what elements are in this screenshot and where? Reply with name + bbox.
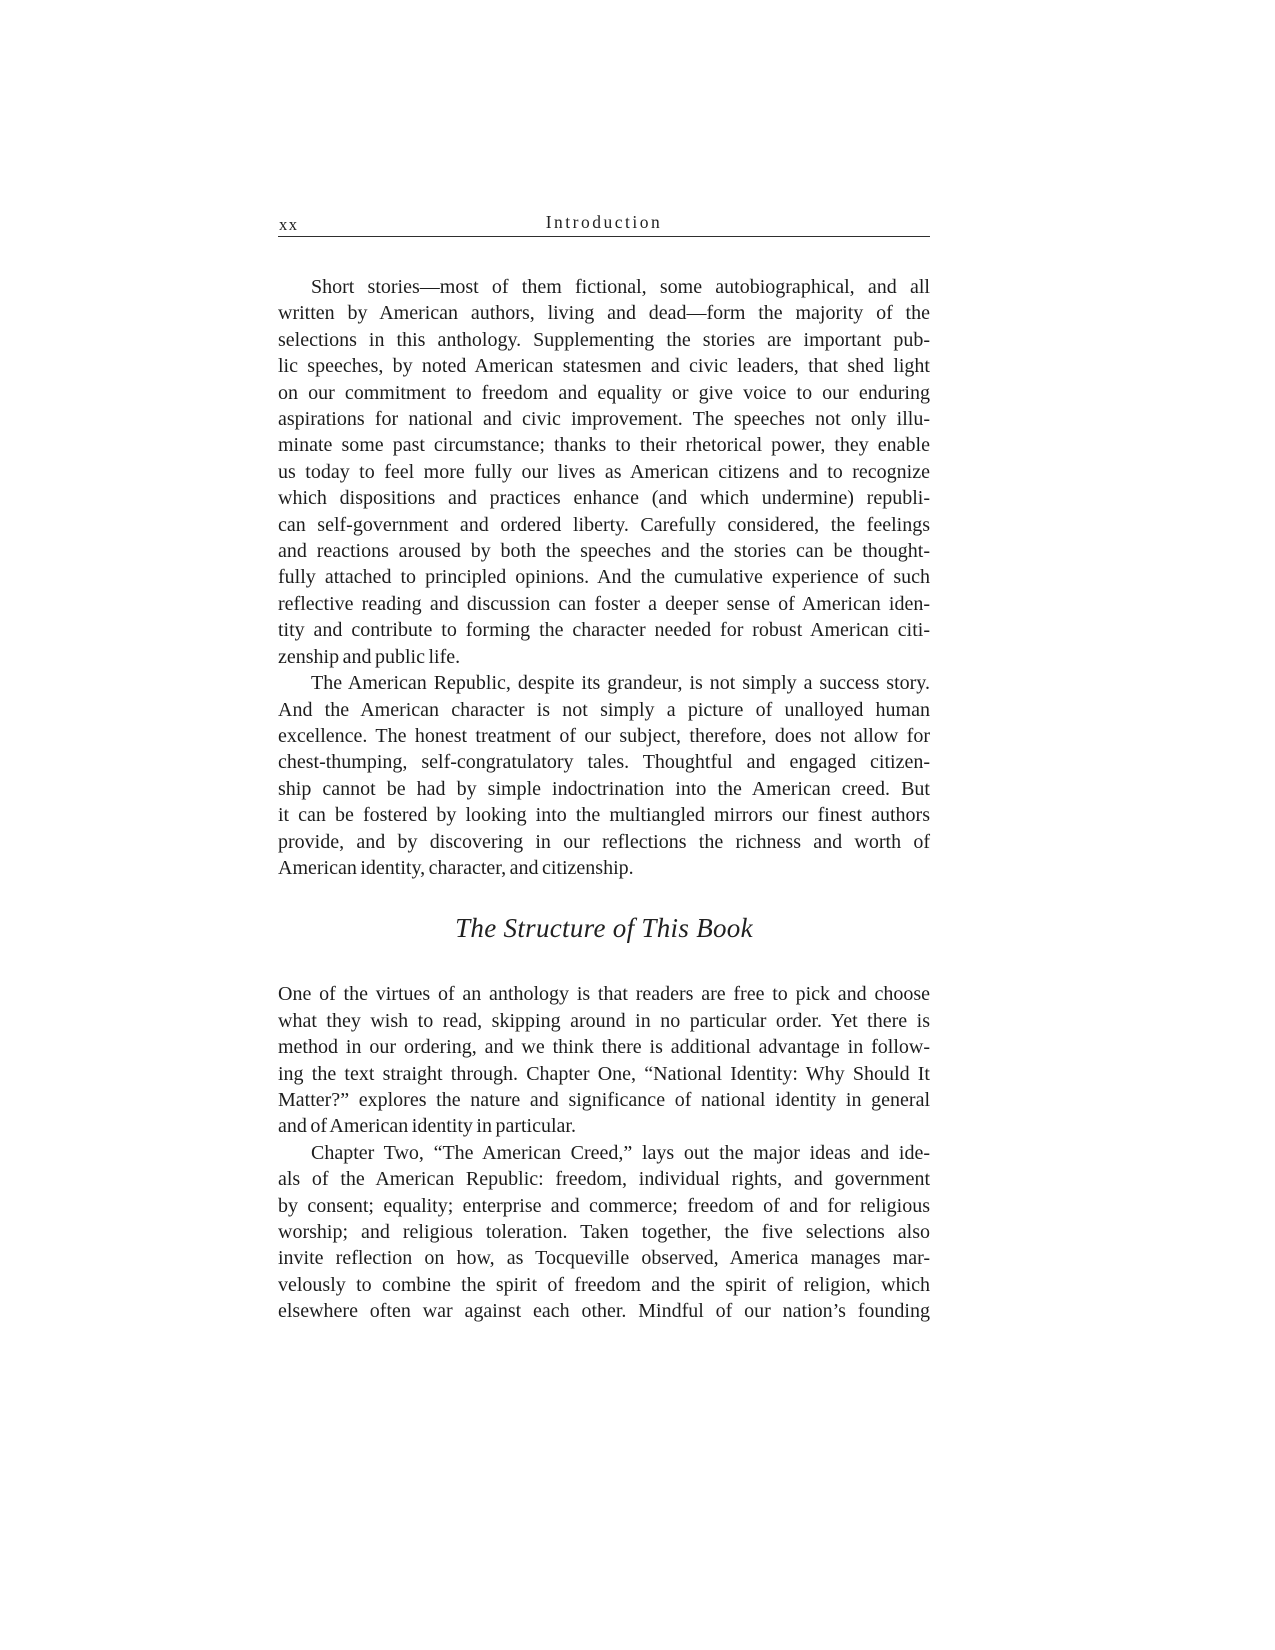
text-line: aspirations for national and civic improvement. The speeches not only illu- <box>278 408 930 431</box>
text-line: on our commitment to freedom and equality or give voice to our enduring <box>278 381 930 404</box>
text-line: provide, and by discovering in our reflections the richness and worth of <box>278 830 930 853</box>
text-line: reflective reading and discussion can foster a deeper sense of American iden- <box>278 592 930 615</box>
text-line: The American Republic, despite its grandeur, is not simply a success story. <box>311 672 930 695</box>
section-heading: The Structure of This Book <box>455 913 753 944</box>
text-line: zenship and public life. <box>278 645 461 668</box>
text-line: American identity, character, and citizenship. <box>278 856 634 879</box>
text-line: lic speeches, by noted American statesmen and civic leaders, that shed light <box>278 355 930 378</box>
paragraph <box>278 1140 930 1325</box>
text-column <box>278 0 930 1325</box>
text-line: invite reflection on how, as Tocqueville observed, America manages mar- <box>278 1247 930 1270</box>
paragraph <box>278 670 930 881</box>
running-title: Introduction <box>545 212 663 232</box>
page-number: xx <box>279 215 299 234</box>
text-line: chest-thumping, self-congratulatory tales. Thoughtful and engaged citizen- <box>278 751 930 774</box>
text-line: by consent; equality; enterprise and commerce; freedom of and for religious <box>278 1194 930 1217</box>
text-line: and reactions aroused by both the speeches and the stories can be thought- <box>278 540 930 563</box>
text-line: ship cannot be had by simple indoctrination into the American creed. But <box>278 777 930 800</box>
text-line: Chapter Two, “The American Creed,” lays out the major ideas and ide- <box>311 1141 930 1164</box>
text-line: fully attached to principled opinions. And the cumulative experience of such <box>278 566 930 589</box>
text-line: elsewhere often war against each other. Mindful of our nation’s founding <box>278 1300 930 1323</box>
text-line: us today to feel more fully our lives as American citizens and to recognize <box>278 460 930 483</box>
text-line: velously to combine the spirit of freedom and the spirit of religion, which <box>278 1273 930 1296</box>
text-line: what they wish to read, skipping around in no particular order. Yet there is <box>278 1009 930 1032</box>
text-line: als of the American Republic: freedom, individual rights, and government <box>278 1168 930 1191</box>
text-line: and of American identity in particular. <box>278 1115 576 1138</box>
paragraph <box>278 274 930 670</box>
text-line: tity and contribute to forming the character needed for robust American citi- <box>278 619 930 642</box>
text-line: worship; and religious toleration. Taken together, the five selections also <box>278 1221 930 1243</box>
text-line: excellence. The honest treatment of our subject, therefore, does not allow for <box>278 724 930 747</box>
page-body <box>278 237 930 1325</box>
header-rule <box>278 236 930 237</box>
text-line: written by American authors, living and dead—form the majority of the <box>278 302 930 325</box>
text-line: method in our ordering, and we think there is additional advantage in follow- <box>278 1036 930 1059</box>
text-line: which dispositions and practices enhance (and which undermine) republi- <box>278 487 930 510</box>
paragraph <box>278 981 930 1139</box>
page-header <box>278 210 930 237</box>
text-line: minate some past circumstance; thanks to their rhetorical power, they enable <box>278 434 930 457</box>
text-line: can self-government and ordered liberty. Carefully considered, the feelings <box>278 513 930 536</box>
text-line: ing the text straight through. Chapter One, “National Identity: Why Should It <box>278 1062 930 1085</box>
text-line: And the American character is not simply a picture of unalloyed human <box>278 698 930 721</box>
text-line: selections in this anthology. Supplementing the stories are important pub- <box>278 328 930 351</box>
text-line: Matter?” explores the nature and significance of national identity in general <box>278 1088 930 1111</box>
text-line: it can be fostered by looking into the multiangled mirrors our finest authors <box>278 804 930 827</box>
text-line: Short stories—most of them fictional, some autobiographical, and all <box>311 276 930 298</box>
text-line: One of the virtues of an anthology is that readers are free to pick and choose <box>278 983 930 1006</box>
